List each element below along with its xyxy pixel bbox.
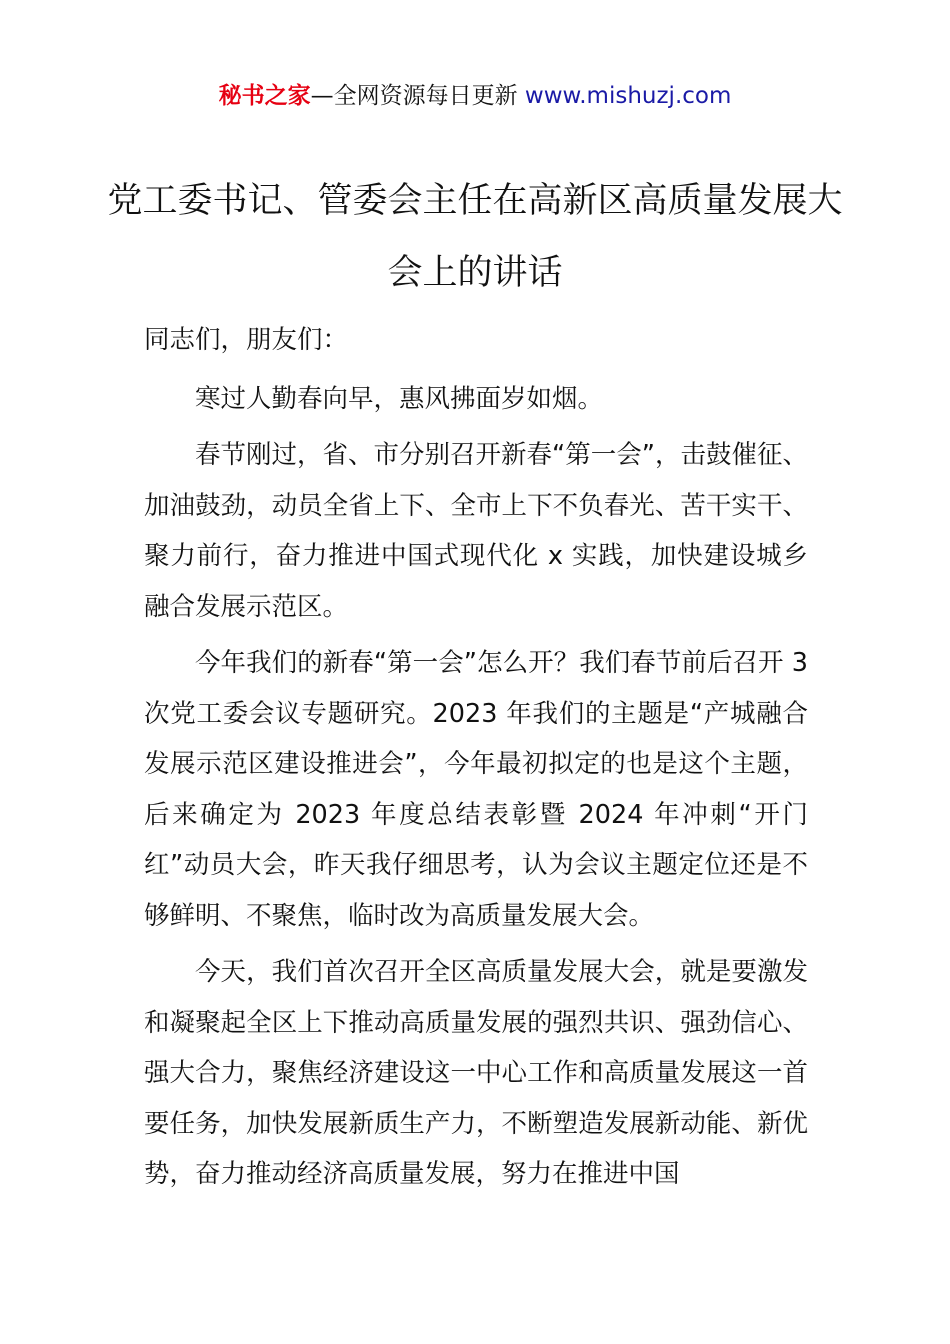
site-url-link[interactable]: www.mishuzj.com — [524, 83, 732, 109]
header-tagline: —全网资源每日更新 — [310, 83, 518, 109]
paragraph: 寒过人勤春向早，惠风拂面岁如烟。 — [195, 383, 604, 414]
brand-name: 秘书之家 — [218, 83, 311, 109]
paragraph: 今年我们的新春“第一会”怎么开？我们春节前后召开 3 次党工委会议专题研究。2023 年我们的主题是“产城融合发展示范区建设推进会”，今年最初拟定的也是这个主题，后来确定为 2023 年度总结表彰暨 2024 年冲刺“开门红”动员大会，昨天我仔细思考，认为会议主题定位还是不够鲜明、不聚焦，临时改为高质量发展大会。 — [144, 648, 808, 931]
site-header — [0, 80, 950, 112]
document-body — [144, 315, 808, 1206]
salutation: 同志们，朋友们： — [144, 325, 349, 355]
document-title: 党工委书记、管委会主任在高新区高质量发展大会上的讲话 — [107, 181, 843, 293]
paragraph: 今天，我们首次召开全区高质量发展大会，就是要激发和凝聚起全区上下推动高质量发展的强烈共识、强劲信心、强大合力，聚焦经济建设这一中心工作和高质量发展这一首要任务，加快发展新质生产力，不断塑造发展新动能、新优势，奋力推动经济高质量发展，努力在推进中国 — [144, 957, 808, 1189]
paragraph: 春节刚过，省、市分别召开新春“第一会”，击鼓催征、加油鼓劲，动员全省上下、全市上下不负春光、苦干实干、聚力前行，奋力推进中国式现代化 x 实践，加快建设城乡融合发展示范区。 — [144, 440, 808, 622]
